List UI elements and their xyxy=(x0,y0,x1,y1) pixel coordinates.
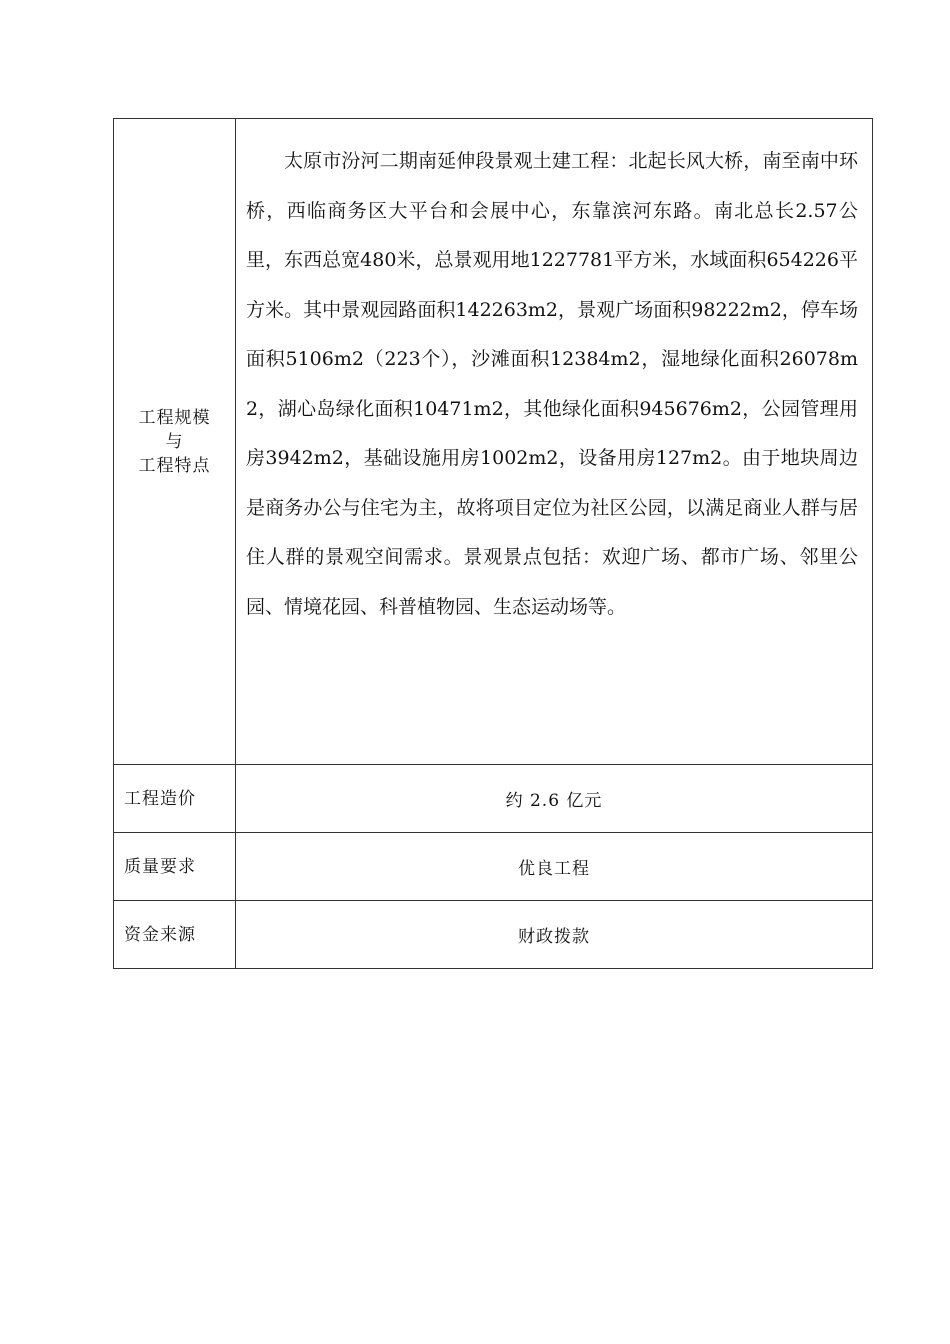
table-row-cost xyxy=(114,765,873,833)
quality-value: 优良工程 xyxy=(236,833,873,901)
cost-value: 约 2.6 亿元 xyxy=(236,765,873,833)
table-row-quality xyxy=(114,833,873,901)
funding-label: 资金来源 xyxy=(114,901,236,969)
scope-label-cell xyxy=(114,119,236,765)
scope-label-line-2: 与 xyxy=(165,431,184,452)
project-info-table xyxy=(113,118,873,969)
scope-label-line-3: 工程特点 xyxy=(138,455,211,476)
table-row-funding xyxy=(114,901,873,969)
table-row-scope xyxy=(114,119,873,765)
cost-label: 工程造价 xyxy=(114,765,236,833)
scope-description-cell xyxy=(236,119,873,765)
funding-value: 财政拨款 xyxy=(236,901,873,969)
scope-description: 太原市汾河二期南延伸段景观土建工程：北起长风大桥，南至南中环桥，西临商务区大平台和会展中心，东靠滨河东路。南北总长2.57公里，东西总宽480米，总景观用地1227781平方米，水域面积654226平方米。其中景观园路面积142263m2，景观广场面积98222m2，停车场面积5106m2（223个），沙滩面积12384m2，湿地绿化面积26078m2，湖心岛绿化面积10471m2，其他绿化面积945676m2，公园管理用房3942m2，基础设施用房1002m2，设备用房127m2。由于地块周边是商务办公与住宅为主，故将项目定位为社区公园，以满足商业人群与居住人群的景观空间需求。景观景点包括：欢迎广场、都市广场、邻里公园、情境花园、科普植物园、生态运动场等。 xyxy=(246,150,858,618)
scope-label-line-1: 工程规模 xyxy=(138,407,211,428)
quality-label: 质量要求 xyxy=(114,833,236,901)
